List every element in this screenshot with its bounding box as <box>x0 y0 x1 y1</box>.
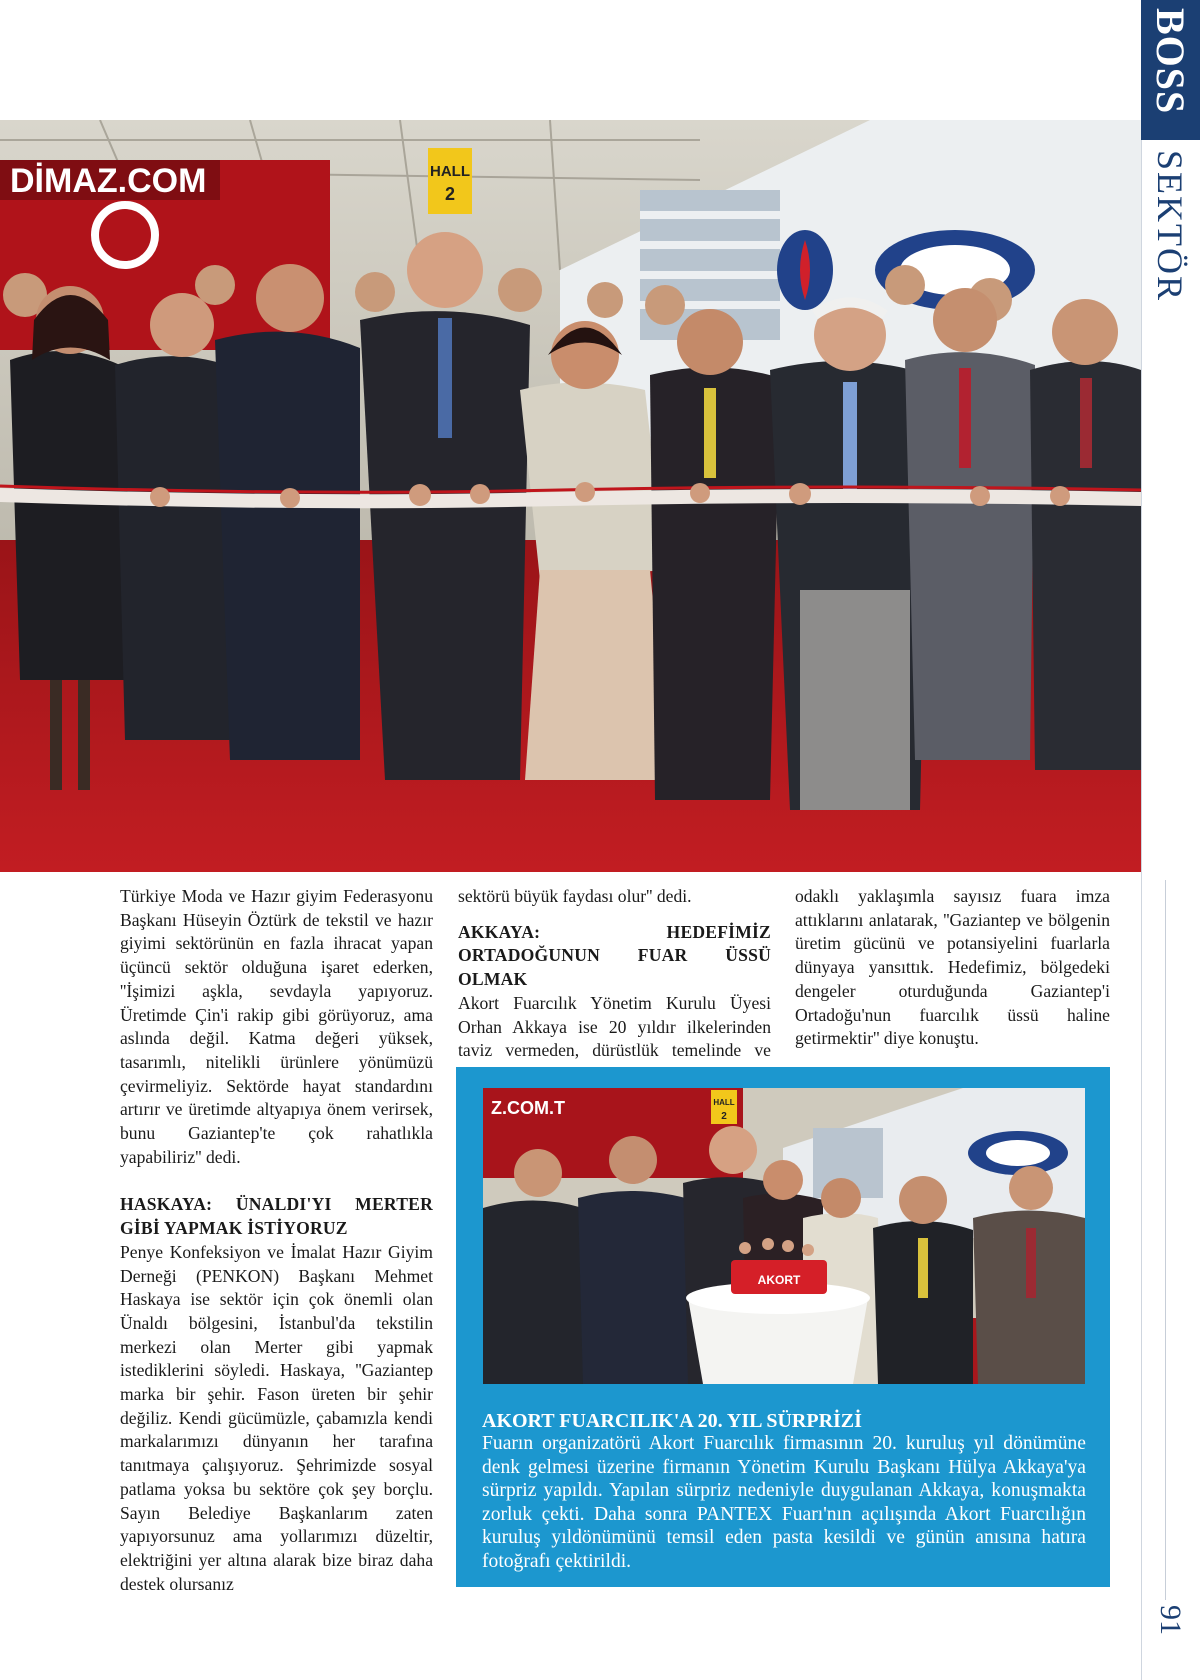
article-column-1 <box>120 885 433 1596</box>
svg-text:HALL: HALL <box>430 163 470 180</box>
paragraph-continuation: sektörü büyük faydası olur'' dedi. <box>458 886 692 906</box>
paragraph-ozturk: Türkiye Moda ve Hazır giyim Federasyonu Başkanı Hüseyin Öztürk de tekstil ve hazır giyimi sektörünün en fazla ihracat yapan üçüncü sektör olduğuna işaret ederken, ''İşimizi aşkla, sevdayla yapıyoruz. Üretimde Çin'i rakip gibi görüyoruz, ama aslında değil. Katma değeri yüksek, tasarımlı, nitelikli ürünlere yönümüzü çevirmeliyiz. Sektörde hayat standardını artırır ve üretimde altyapıya önem verirsek, bunu Gaziantep'te çok rahatlıkla yapabiliriz'' dedi. <box>120 886 433 1167</box>
box-title: AKORT FUARCILIK'A 20. YIL SÜRPRİZİ <box>482 1410 862 1432</box>
rail-divider <box>1165 880 1166 1600</box>
section-label: SEKTÖR <box>1150 150 1190 303</box>
heading-akkaya: AKKAYA: HEDEFİMİZ ORTADOĞUNUN FUAR ÜSSÜ OLMAK <box>458 921 771 990</box>
article-column-2 <box>458 885 771 1087</box>
article-column-3 <box>795 885 1110 1051</box>
cake-cutting-illustration <box>483 1088 1085 1384</box>
page-number: 91 <box>1154 1605 1187 1635</box>
ribbon-cutting-illustration <box>0 120 1141 872</box>
inset-banner-text: Z.COM.T <box>491 1098 565 1118</box>
box-text: Fuarın organizatörü Akort Fuarcılık firmasının 20. kuruluş yıl dönümüne denk gelmesi üzerine firmanın Yönetim Kurulu Başkanı Hülya Akkaya'ya sürpriz yapıldı. Yapılan sürpriz nedeniyle duygulanan Akkaya, konuşmakta zorluk çekti. Daha sonra PANTEX Fuarı'nın açılışında Akort Fuarcılığın kuruluş yıldönümünü temsil eden pasta kesildi ve günün anısına hatıra fotoğrafı çektirildi. <box>482 1433 1086 1572</box>
svg-text:2: 2 <box>444 184 456 204</box>
cake-label: AKORT <box>757 1273 801 1287</box>
cake-cutting-photo <box>483 1088 1085 1384</box>
paragraph-haskaya: Penye Konfeksiyon ve İmalat Hazır Giyim Derneği (PENKON) Başkanı Mehmet Haskaya ise sektör için çok önemli olan Ünaldı bölgesini, İstanbul'da tekstilin merkezi olan Merter gibi yapmak istediklerini söyledi. Haskaya, ''Gaziantep marka bir şehir. Fason üreten bir şehir değiliz. Kendi gücümüzle, çabamızla kendi markalarımızı dünyanın her tarafına tanıtmaya çalışıyoruz. Şehrimizde sosyal patlama yoksa bu sektöre çok şey borçlu. Sayın Belediye Başkanlarım zaten yapıyorsunuz ama yollarımızı düzeltir, elektriğini yer altına alarak bize biraz daha destek olursanız <box>120 1241 433 1594</box>
svg-text:2: 2 <box>721 1111 727 1122</box>
brand-name: BOSS <box>1148 8 1193 115</box>
paragraph-akkaya: Akort Fuarcılık Yönetim Kurulu Üyesi Orhan Akkaya ise 20 yıldır ilkelerinden taviz vermeden, dürüstlük temelinde ve <box>458 992 771 1061</box>
svg-text:HALL: HALL <box>713 1098 735 1107</box>
stand-banner-text: DİMAZ.COM <box>10 162 207 200</box>
paragraph-akkaya-continued: odaklı yaklaşımla sayısız fuara imza attıklarını anlatarak, ''Gaziantep ve bölgenin üretim gücünü ve potansiyelini fuarlarla dünyaya yansıttık. Hedefimiz, bölgedeki dengeler oturduğunda Gaziantep'i Ortadoğu'nun fuarcılık üssü haline getirmektir'' diye konuştu. <box>795 886 1110 1049</box>
heading-haskaya: HASKAYA: ÜNALDI'YI MERTER GİBİ YAPMAK İSTİYORUZ <box>120 1194 433 1239</box>
ribbon-cutting-photo <box>0 120 1141 872</box>
